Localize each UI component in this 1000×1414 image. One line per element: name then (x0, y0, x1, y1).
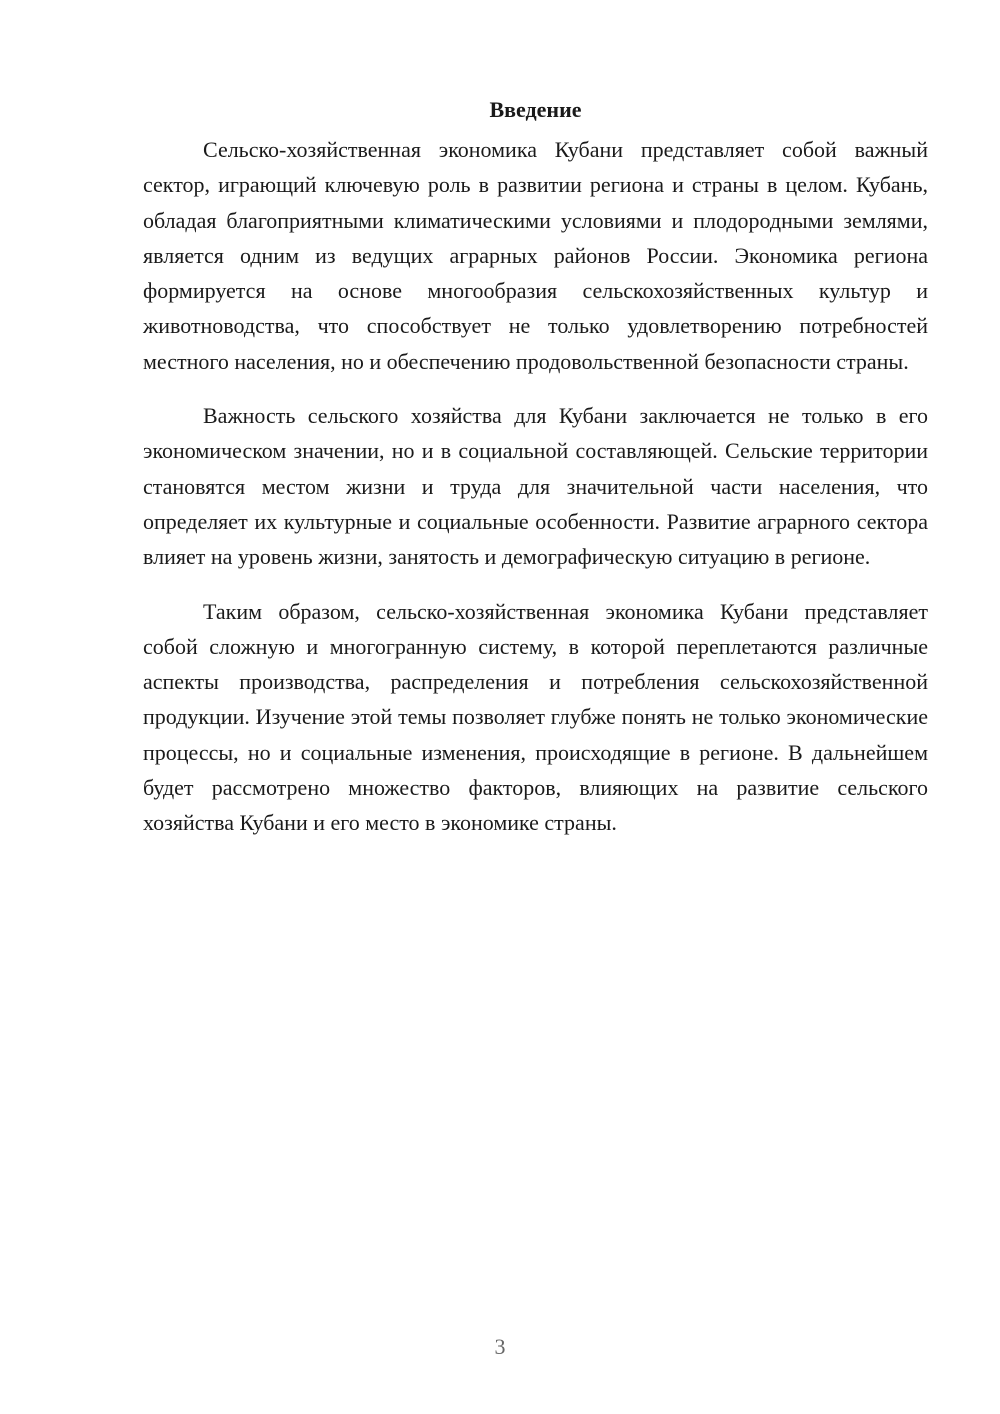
section-title: Введение (489, 97, 582, 122)
paragraph-3: Таким образом, сельско-хозяйственная экономика Кубани представляет собой сложную и многогранную систему, в которой переплетаются различные аспекты производства, распределения и потребления сельскохозяйственной продукции. Изучение этой темы позволяет глубже понять не только экономические процессы, но и социальные изменения, происходящие в регионе. В дальнейшем будет рассмотрено множество факторов, влияющих на развитие сельского хозяйства Кубани и его место в экономике страны. (143, 598, 928, 836)
paragraph-1: Сельско-хозяйственная экономика Кубани представляет собой важный сектор, играющий ключевую роль в развитии региона и страны в целом. Кубань, обладая благоприятными климатическими условиями и плодородными землями, является одним из ведущих аграрных районов России. Экономика региона формируется на основе многообразия сельскохозяйственных культур и животноводства, что способствует не только удовлетворению потребностей местного населения, но и обеспечению продовольственной безопасности страны. (143, 137, 928, 374)
paragraph-2: Важность сельского хозяйства для Кубани заключается не только в его экономическом значении, но и в социальной составляющей. Сельские территории становятся местом жизни и труда для значительной части населения, что определяет их культурные и социальные особенности. Развитие аграрного сектора влияет на уровень жизни, занятость и демографическую ситуацию в регионе. (143, 403, 928, 570)
page-content (143, 92, 928, 860)
page-number: 3 (494, 1334, 506, 1359)
